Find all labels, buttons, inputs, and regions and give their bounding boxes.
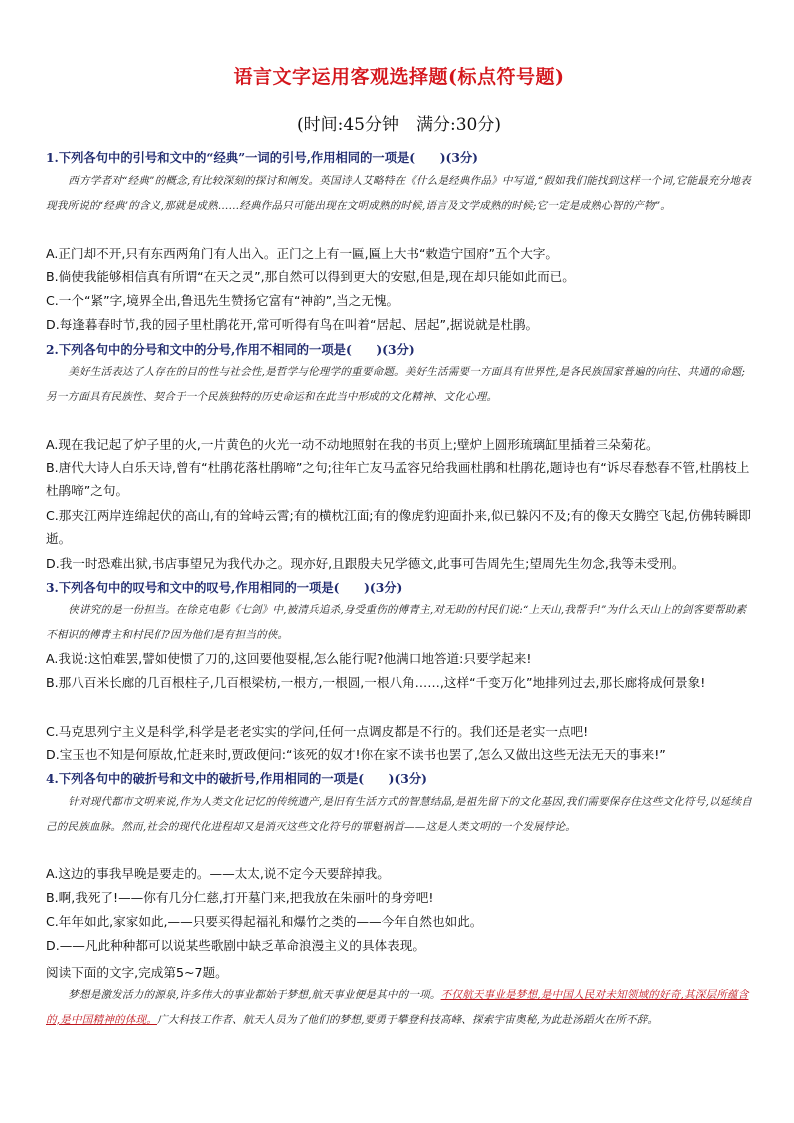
question-1-option-a: A.正门却不开,只有东西两角门有人出入。正门之上有一匾,匾上大书“敕造宁国府”五个大字。 xyxy=(46,246,559,261)
question-2-option-a: A.现在我记起了炉子里的火,一片黄色的火光一动不动地照射在我的书页上;壁炉上圆形琉璃缸里插着三朵菊花。 xyxy=(46,437,659,452)
question-2-option-b: B.唐代大诗人白乐天诗,曾有“杜鹃花落杜鹃啼”之句;往年亡友马孟容兄给我画杜鹃和杜鹃花,题诗也有“诉尽春愁春不管,杜鹃枝上杜鹃啼”之句。 xyxy=(46,460,750,498)
question-4-stem: 4.下列各句中的破折号和文中的破折号,作用相同的一项是( )(3分) xyxy=(46,771,427,786)
question-3-option-c: C.马克思列宁主义是科学,科学是老老实实的学问,任何一点调皮都是不行的。我们还是老实一点吧! xyxy=(46,724,589,739)
question-4-passage: 针对现代都市文明来说,作为人类文化记忆的传统遗产,是旧有生活方式的智慧结晶,是祖先留下的文化基因,我们需要保存住这些文化符号,以延续自己的民族血脉。然而,社会的现代化进程却又是消灭这些文化符号的罪魁祸首——这是人类文明的一个发展悖论。 xyxy=(46,796,752,833)
question-1-passage: 西方学者对“经典”的概念,有比较深刻的探讨和阐发。英国诗人艾略特在《什么是经典作品》中写道,“假如我们能找到这样一个词,它能最充分地表现我所说的‘经典’的含义,那就是成熟……经典作品只可能出现在文明成熟的时候,语言及文学成熟的时候;它一定是成熟心智的产物”。 xyxy=(46,175,751,212)
exam-info: (时间:45分钟 满分:30分) xyxy=(297,115,501,135)
question-1-option-b: B.倘使我能够相信真有所谓“在天之灵”,那自然可以得到更大的安慰,但是,现在却只能如此而已。 xyxy=(46,269,575,284)
reading-intro: 阅读下面的文字,完成第5~7题。 xyxy=(46,965,228,980)
question-4-option-c: C.年年如此,家家如此,——只要买得起福礼和爆竹之类的——今年自然也如此。 xyxy=(46,914,483,929)
question-1-option-d: D.每逢暮春时节,我的园子里杜鹃花开,常可听得有鸟在叫着“居起、居起”,据说就是杜鹃。 xyxy=(46,317,539,332)
reading-passage xyxy=(46,983,752,1032)
reading-passage-lead: 梦想是激发活力的源泉,许多伟大的事业都始于梦想,航天事业便是其中的一项。 xyxy=(68,989,441,1001)
question-4-option-a: A.这边的事我早晚是要走的。——太太,说不定今天要辞掉我。 xyxy=(46,866,390,881)
reading-passage-tail: 广大科技工作者、航天人员为了他们的梦想,要勇于攀登科技高峰、探索宇宙奥秘,为此赴汤蹈火在所不辞。 xyxy=(156,1013,659,1026)
reading-passage-underlined-sentence: 不仅航天事业是梦想,是中国人民对未知领域的好奇,其深层所蕴含的,是中国精神的体现。 xyxy=(46,989,749,1026)
question-3-stem: 3.下列各句中的叹号和文中的叹号,作用相同的一项是( )(3分) xyxy=(46,580,403,595)
question-3-option-b: B.那八百米长廊的几百根柱子,几百根梁枋,一根方,一根圆,一根八角……,这样“千变万化”地排列过去,那长廊将成何景象! xyxy=(46,675,706,690)
question-3-option-d: D.宝玉也不知是何原故,忙赶来时,贾政便问:“该死的奴才!你在家不读书也罢了,怎么又做出这些无法无天的事来!” xyxy=(46,747,666,762)
question-2-stem: 2.下列各句中的分号和文中的分号,作用不相同的一项是( )(3分) xyxy=(46,342,415,357)
question-1-option-c: C.一个“紧”字,境界全出,鲁迅先生赞扬它富有“神韵”,当之无愧。 xyxy=(46,293,400,308)
question-2-passage: 美好生活表达了人存在的目的性与社会性,是哲学与伦理学的重要命题。美好生活需要一方面具有世界性,是各民族国家普遍的向往、共通的命题;另一方面具有民族性、契合于一个民族独特的历史命运和在此当中形成的文化精神、文化心理。 xyxy=(46,366,746,403)
question-3-option-a: A.我说:这怕难罢,譬如使惯了刀的,这回要他耍棍,怎么能行呢?他满口地答道:只要学起来! xyxy=(46,651,532,666)
question-1-stem: 1.下列各句中的引号和文中的“经典”一词的引号,作用相同的一项是( )(3分) xyxy=(46,150,479,165)
question-3-passage: 侠讲究的是一份担当。在徐克电影《七剑》中,被清兵追杀,身受重伤的傅青主,对无助的村民们说:“上天山,我帮手!”为什么天山上的剑客要帮助素不相识的傅青主和村民们?因为他们是有担当的侠。 xyxy=(46,604,747,641)
question-4-option-d: D.——凡此种种都可以说某些歌剧中缺乏革命浪漫主义的具体表现。 xyxy=(46,938,425,953)
question-2-option-d: D.我一时恐难出狱,书店事望兄为我代办之。现亦好,且跟殷夫兄学德文,此事可告周先生;望周先生勿念,我等未受刑。 xyxy=(46,556,685,571)
question-2-option-c: C.那夹江两岸连绵起伏的高山,有的耸峙云霄;有的横枕江面;有的像虎豹迎面扑来,似已躲闪不及;有的像天女腾空飞起,仿佛转瞬即逝。 xyxy=(46,508,752,546)
page-title: 语言文字运用客观选择题(标点符号题) xyxy=(233,66,565,88)
question-4-option-b: B.啊,我死了!——你有几分仁慈,打开墓门来,把我放在朱丽叶的身旁吧! xyxy=(46,890,434,905)
